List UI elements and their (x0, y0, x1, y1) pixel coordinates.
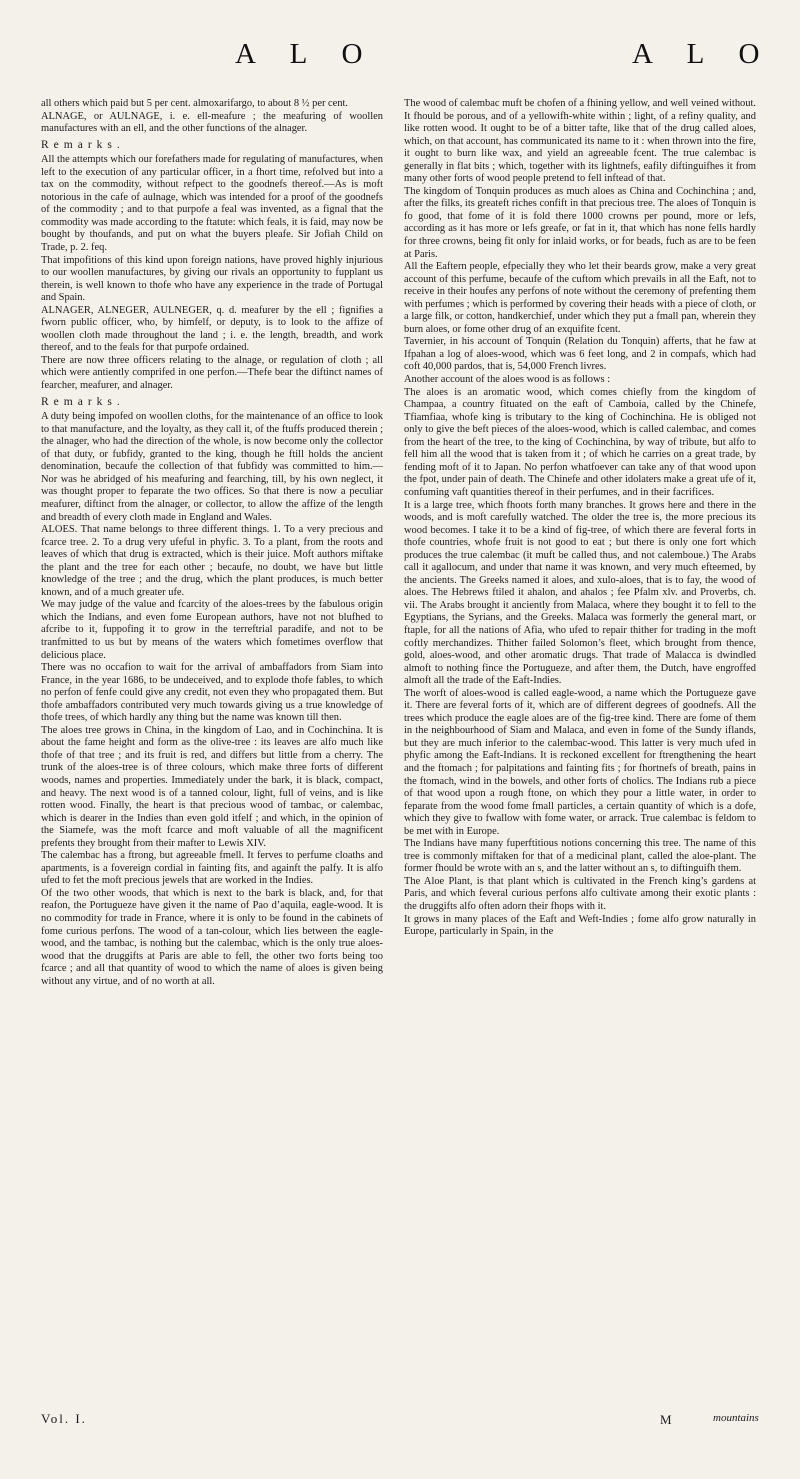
paragraph: The worft of aloes-wood is called eagle-wood, a name which the Portugueze gave it. There are feveral forts of it, which are of different degrees of goodnefs. All the trees which produce the eagle aloes are of the fig-tree kind. There are fome of them in the neighbourhood of Siam and Malaca, and even in fome of the Sundy iflands, but they are much inferior to the calembac-wood. This latter is very much ufed in phyfic among the Eaft-Indians. It is reckoned excellent for ftrengthening the heart and the ftomach ; for palpitations and fainting fits ; for fhortnefs of breath, pains in the ftomach, wind in the bowels, and other forts of cholics. The Indians rub a piece of that wood upon a rough ftone, on which they pour a little water, in order to feparate from the wood fome fmall particles, a certain quantity of which is a dofe, which they give to fwallow with fome water, or arrack. True calembac is feldom to be met with in Europe. (404, 687, 756, 837)
paragraph: All the attempts which our forefathers made for regulating of manufactures, when left to the execution of any particular officer, in a fhort time, refolved but into a tax on the commodity, without refpect to the goodnefs thereof.—As is moft notorious in the cafe of aulnage, which was intended for a proof of the goodnefs of the commodity ; and to that purpofe a feal was invented, as a fignal that the commodity was made according to the ftatute: which feals, it is faid, may now be bought by thoufands, and put on what the buyers pleafe. Sir Jofiah Child on Trade, p. 2. feq. (41, 154, 383, 254)
volume-mark: Vol. I. (41, 1411, 87, 1426)
paragraph: A duty being impofed on woollen cloths, for the maintenance of an office to look to that manufacture, and the loyalty, as they call it, of the ftuffs produced therein ; the alnager, who had the direction of the whole, is now become only the collector of that duty, or fubfidy, granted to the king, though he ftill holds the ancient denomination, becaufe the collection of that fubfidy was committed to him.— Nor was he abridged of his meafuring and fearching, till, by his own neglect, it was thought proper to feparate the two offices. So that there is now a peculiar meafurer, diftinct from the alnager, or collector, to allow the affize of the length and breadth of every cloth made in England and Wales. (41, 411, 383, 523)
paragraph: The aloes tree grows in China, in the kingdom of Lao, and in Cochinchina. It is about the fame height and form as the olive-tree : its leaves are alfo much like thofe of that tree ; and its fruit is red, and differs but little from a cherry. The trunk of the aloes-tree is of three colours, which make three forts of different woods, names and properties. Immediately under the bark, it is black, compact, and heavy. The next wood is of a tanned colour, light, full of veins, and is like rotten wood. Finally, the heart is that precious wood of tambac, or calembac, which is dearer in the Indies than even gold itfelf ; and which, in the opinion of the Siamefe, was the moft fcarce and moft valuable of all the magnificent prefents they brought from their mafter to Lewis XIV. (41, 724, 383, 849)
entry-aloe-plant: The Aloe Plant, is that plant which is cultivated in the French king’s gardens at Paris, and which feveral curious perfons alfo cultivate among their exotic plants : the druggifts alfo often adorn their fhops with it. (404, 875, 756, 912)
paragraph: The wood of calembac muft be chofen of a fhining yellow, and well veined without. It fhould be porous, and of a yellowifh-white within ; light, of a refiny quality, and like rotten wood. It ought to be of a bitter tafte, like that of the drug called aloes, which, on that account, has communicated its name to it : when thrown into the fire, it ought to burn like wax, and yield an agreeable fcent. The true calembac is generally in flat bits ; which, together with its lightnefs, eafily diftinguifhes it from many other forts of wood people pretend to fell inftead of that. (404, 98, 756, 185)
paragraph: That impofitions of this kind upon foreign nations, have proved highly injurious to our woollen manufactures, by giving our rivals an opportunity to fupplant us therein, is well known to thofe who have any experience in the trade of Portugal and Spain. (41, 254, 383, 304)
paragraph: The kingdom of Tonquin produces as much aloes as China and Cochinchina ; and, after the filks, its greateft riches confift in that precious tree. The aloes of Tonquin is fo good, that fome of it is fold there 1000 crowns per pound, more or lefs, according as it has more or lefs greafe, or fat in it, that which has none fells hardly for three crowns, being fit only for inlaid works, or for beads, fuch as are to be feen at Paris. (404, 185, 756, 260)
remarks-heading: Remarks. (41, 395, 125, 408)
paragraph: It is a large tree, which fhoots forth many branches. It grows here and there in the woods, and is moft carefully watched. The older the tree is, the more precious its wood becomes. I take it to be a kind of fig-tree, of which there are feveral forts in thofe countries, whofe fruit is not good to eat ; but there is only one fort which produces the true calembac (it muft be called thus, and not calemboue.) The Arabs call it agallocum, and under that name it was known, and very much efteemed, by the ancients. The Greeks named it aloes, and xulo-aloes, that is to fay, the wood of aloes. The Hebrews ftiled it ahalon, and ahalos ; fee Pfalm xlv. and Proverbs, ch. vii. The Arabs brought it anciently from Malaca, where they bought it to fell to the Egyptians, the Syrians, and the Greeks. Malaca was formerly the general mart, or ftaple, for all the nations of Afia, who ufed to repair thither for trading in the moft coftly merchandizes. Thither failed Solomon’s fleet, which brought from thence, gold, aloes-wood, and other aromatic drugs. That trade of Malacca is dwindled almoft to nothing fince the Portugueze, and after them, the Dutch, have engroffed almoft all the trade of the Eaft-Indies. (404, 499, 756, 687)
paragraph: The aloes is an aromatic wood, which comes chiefly from the kingdom of Champaa, a country fituated on the eaft of Camboia, called by the Chinefe, Tfiamfiaa, whofe king is tributary to the king of Cochinchina. He is obliged not only to give the beft pieces of the aloes-wood, which is called calembac, and comes from the heart of the tree, to the king of Cochinchina, by way of tribute, but alfo to fell him all the wood that is taken from it ; of which he carries on a great trade, by fending moft of it to Japan. No perfon whatfoever can take any of that wood upon the fpot, under pain of death. The Chinefe and other idolaters make a great ufe of it, confuming vaft quantities thereof in their perfumes, and in their facrifices. (404, 386, 756, 498)
right-column (404, 98, 756, 939)
paragraph: We may judge of the value and fcarcity of the aloes-trees by the fabulous origin which the Indians, and even fome European authors, have not not blufhed to afcribe to it, fuppofing it to grow in the terreftrial paradife, and not to be tranfmitted to us but by means of the waters which fometimes overflow that delicious place. (41, 599, 383, 661)
paragraph: Another account of the aloes wood is as follows : (404, 374, 611, 386)
paragraph: all others which paid but 5 per cent. almoxarifargo, to about 8 ½ per cent. (41, 98, 349, 109)
running-head-right: A L O (632, 38, 774, 70)
paragraph: It grows in many places of the Eaft and Weft-Indies ; fome alfo grow naturally in Europe, particularly in Spain, in the (404, 913, 756, 938)
paragraph: Of the two other woods, that which is next to the bark is black, and, for that reafon, the Portugueze have given it the name of Pao d’aquila, eagle-wood. It is no commodity for trade in France, where it is only to be found in the cabinets of fome curious perfons. The wood of a tan-colour, which lies between the eagle-wood, and the tambac, is nothing but the calembac, which is the only true aloes-wood that the druggifts at Paris are able to fell, the other two forts being too fcarce ; and all that quantity of wood to which the name of aloes is given being without any virtue, and of no worth at all. (41, 887, 383, 987)
paragraph: The calembac has a ftrong, but agreeable fmell. It ferves to perfume cloaths and apartments, is a fovereign cordial in fainting fits, and againft the palfy. It is alfo ufed to fet the moft precious jewels that are worked in the Indies. (41, 850, 383, 887)
paragraph: The Indians have many fuperftitious notions concerning this tree. The name of this tree is commonly miftaken for that of a medicinal plant, called the aloe-plant. The former fhould be wrote with an s, and the latter without an s, to diftinguifh them. (404, 838, 756, 875)
catchword: mountains (713, 1412, 759, 1424)
paragraph: Tavernier, in his account of Tonquin (Relation du Tonquin) afferts, that he faw at Ifpahan a log of aloes-wood, which was 6 feet long, and 2 in compafs, which had coft 40,000 pardos, that is, 54,000 French livres. (404, 336, 756, 373)
entry-alnage: ALNAGE, or AULNAGE, i. e. ell-meafure ; the meafuring of woollen manufactures with an ell, and the other functions of the alnager. (41, 110, 383, 135)
remarks-heading: Remarks. (41, 138, 125, 151)
running-head-left: A L O (235, 38, 377, 70)
entry-alnager: ALNAGER, ALNEGER, AULNEGER, q. d. meafurer by the ell ; fignifies a fworn public officer, who, by himfelf, or deputy, is to look to the affize of woollen cloth made throughout the land ; i. e. the length, breadth, and work thereof, and to the feals for that purpofe ordained. (41, 304, 383, 354)
entry-aloes: ALOES. That name belongs to three different things. 1. To a very precious and fcarce tree. 2. To a drug very ufeful in phyfic. 3. To a plant, from the roots and leaves of which that drug is extracted, which is their juice. Moft authors miftake the plant and the tree for each other ; becaufe, no doubt, we have but little knowledge of the tree ; and the drug, which the plant produces, is much better known, and of a much greater ufe. (41, 524, 383, 598)
left-column (41, 98, 383, 988)
paragraph: There was no occafion to wait for the arrival of ambaffadors from Siam into France, in the year 1686, to be undeceived, and to explode thofe fables, to which no perfon of fenfe could give any credit, not even they who propagated them. But thofe ambaffadors contributed very much towards giving us a true knowledge of thofe trees, of which hardly any thing but the name was known till then. (41, 662, 383, 724)
signature-mark: M (660, 1412, 672, 1427)
paragraph: All the Eaftern people, efpecially they who let their beards grow, make a very great account of this perfume, becaufe of the cuftom which prevails in all the Eaft, not to receive in their houfes any perfons of note without the ceremony of prefenting them with perfumes ; which is performed by covering their heads with a piece of cloth, or a large filk, or cotton, handkerchief, under which they put a fmall pan, wherein they burn aloes, or fome other drug of an exquifite fcent. (404, 261, 756, 335)
paragraph: There are now three officers relating to the alnage, or regulation of cloth ; all which were antiently comprifed in one perfon.—Thefe bear the diftinct names of fearcher, meafurer, and alnager. (41, 354, 383, 392)
